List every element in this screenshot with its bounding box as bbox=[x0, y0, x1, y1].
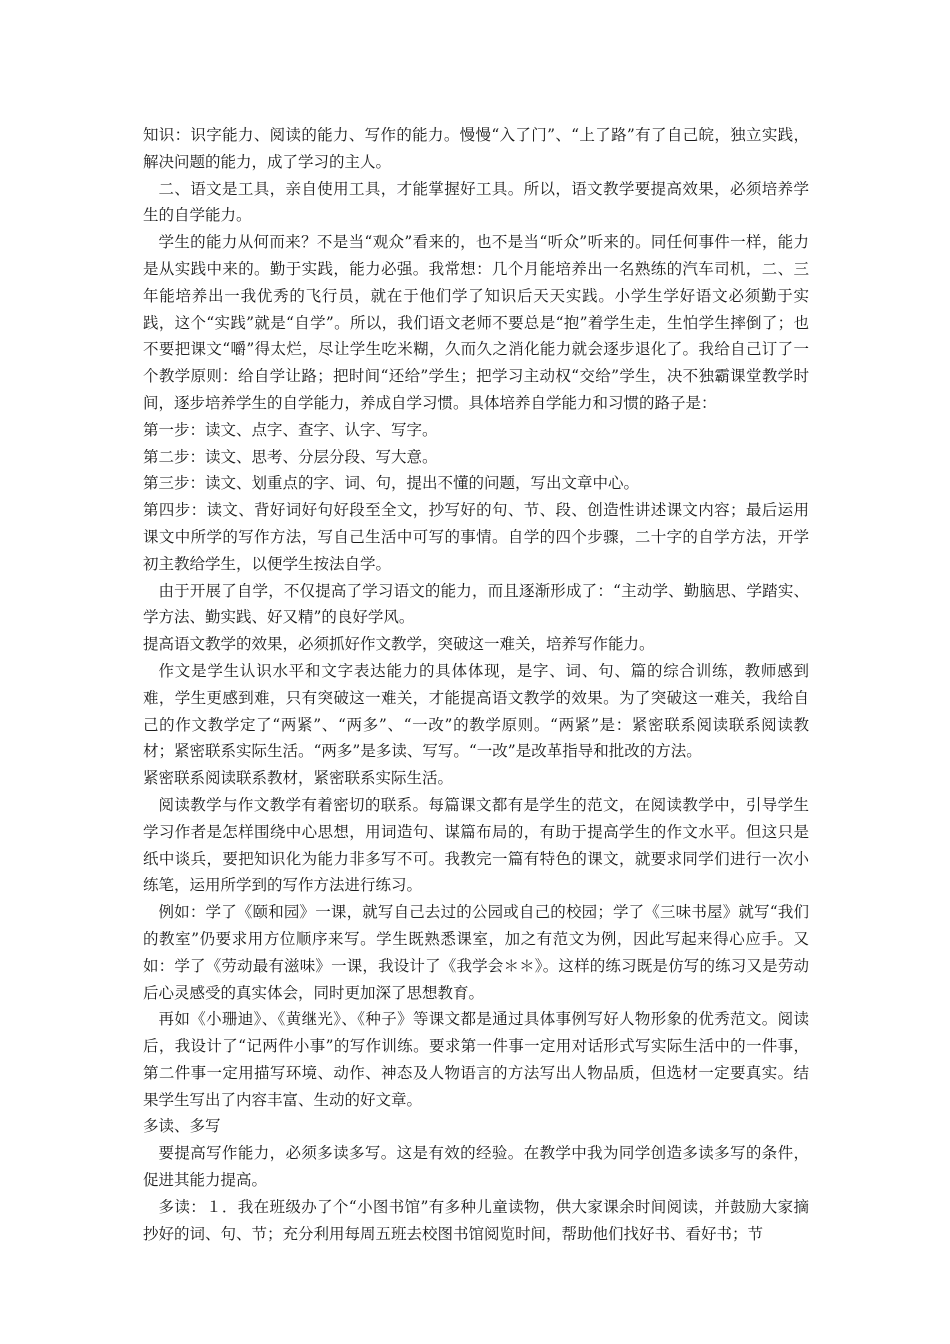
heading-read-write: 多读、多写 bbox=[143, 1117, 221, 1136]
heading-link-reading: 紧密联系阅读联系教材，紧密联系实际生活。 bbox=[143, 769, 454, 788]
paragraph-17: 多读：１．我在班级办了个“小图书馆”有多种儿童读物，供大家课余时间阅读，并鼓励大家摘抄好的词、句、节；充分利用每周五班去校图书馆阅览时间，帮助他们找好书、看好书；节 bbox=[143, 1197, 809, 1243]
paragraph-14: 再如《小珊迪》、《黄继光》、《种子》等课文都是通过具体事例写好人物形象的优秀范文。阅读后，我设计了“记两件小事”的写作训练。要求第一件事一定用对话形式写实际生活中的一件事，第二件事一定用描写环境、动作、神态及人物语言的方法写出人物品质，但选材一定要真实。结果学生写出了内容丰富、生动的好文章。 bbox=[143, 1010, 809, 1109]
paragraph-16: 要提高写作能力，必须多读多写。这是有效的经验。在教学中我为同学创造多读多写的条件，促进其能力提高。 bbox=[143, 1144, 809, 1190]
paragraph-3: 学生的能力从何而来？不是当“观众”看来的，也不是当“听众”听来的。同任何事件一样，能力是从实践中来的。勤于实践，能力必强。我常想：几个月能培养出一名熟练的汽车司机，二、三年能培养出一我优秀的飞行员，就在于他们学了知识后天天实践。小学生学好语文必须勤于实践，这个“实践”就是“自学”。所以，我们语文老师不要总是“抱”着学生走，生怕学生摔倒了；也不要把课文“嚼”得太烂，尽让学生吃米糊，久而久之消化能力就会逐步退化了。我给自己订了一个教学原则：给自学让路；把时间“还给”学生；把学习主动权“交给”学生，决不独霸课堂教学时间，逐步培养学生的自学能力，养成自学习惯。具体培养自学能力和习惯的路子是： bbox=[143, 233, 809, 412]
step-4: 第四步：读文、背好词好句好段至全文，抄写好的句、节、段、创造性讲述课文内容；最后运用课文中所学的写作方法，写自己生活中可写的事情。自学的四个步骤，二十字的自学方法，开学初主教给学生，以便学生按法自学。 bbox=[143, 501, 809, 573]
step-3: 第三步：读文、划重点的字、词、句，提出不懂的问题，写出文章中心。 bbox=[143, 474, 640, 493]
document-page bbox=[143, 122, 809, 1247]
paragraph-12: 阅读教学与作文教学有着密切的联系。每篇课文都有是学生的范文，在阅读教学中，引导学生学习作者是怎样围绕中心思想，用词造句、谋篇布局的，有助于提高学生的作文水平。但这只是纸中谈兵，要把知识化为能力非多写不可。我教完一篇有特色的课文，就要求同学们进行一次小练笔，运用所学到的写作方法进行练习。 bbox=[143, 795, 809, 895]
paragraph-1: 知识：识字能力、阅读的能力、写作的能力。慢慢“入了门”、“上了路”有了自己皖，独立实践，解决问题的能力，成了学习的主人。 bbox=[143, 126, 809, 171]
paragraph-13: 例如：学了《颐和园》一课，就写自己去过的公园或自己的校园；学了《三味书屋》就写“我们的教室”仍要求用方位顺序来写。学生既熟悉课室，加之有范文为例，因此写起来得心应手。又如：学了《劳动最有滋味》一课，我设计了《我学会＊＊》。这样的练习既是仿写的练习又是劳动后心灵感受的真实体会，同时更加深了思想教育。 bbox=[143, 903, 809, 1002]
paragraph-10: 作文是学生认识水平和文字表达能力的具体体现，是字、词、句、篇的综合训练，教师感到难，学生更感到难，只有突破这一难关，才能提高语文教学的效果。为了突破这一难关，我给自己的作文教学定了“两紧”、“两多”、“一改”的教学原则。“两紧”是：紧密联系阅读联系阅读教材；紧密联系实际生活。“两多”是多读、写写。“一改”是改革指导和批改的方法。 bbox=[143, 661, 809, 761]
paragraph-2: 二、语文是工具，亲自使用工具，才能掌握好工具。所以，语文教学要提高效果，必须培养学生的自学能力。 bbox=[143, 179, 809, 225]
heading-writing: 提高语文教学的效果，必须抓好作文教学，突破这一难关，培养写作能力。 bbox=[143, 635, 655, 654]
step-2: 第二步：读文、思考、分层分段、写大意。 bbox=[143, 447, 438, 466]
paragraph-8: 由于开展了自学，不仅提高了学习语文的能力，而且逐渐形成了：“主动学、勤脑思、学踏实、学方法、勤实践、好又精”的良好学风。 bbox=[143, 581, 809, 627]
step-1: 第一步：读文、点字、查字、认字、写字。 bbox=[143, 420, 438, 439]
